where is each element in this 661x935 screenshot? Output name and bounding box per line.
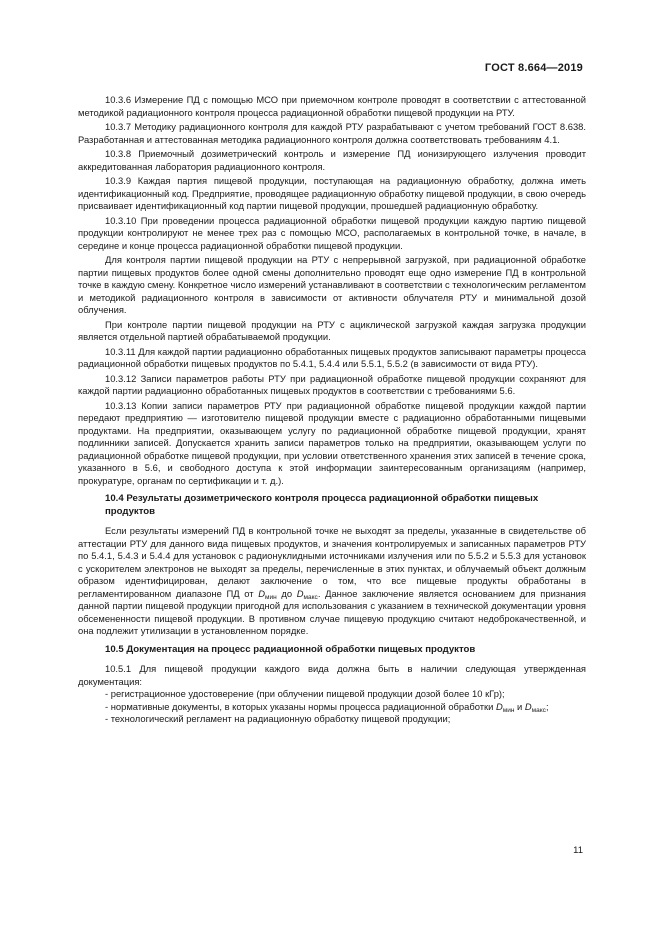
list-item-end: ; [545,700,549,712]
section-heading-10-4: 10.4 Результаты дозиметрического контроля процесса радиационной обработки пищевых продуктов [105,493,539,517]
clause-10-3-12: 10.3.12 Записи параметров работы РТУ при радиационной обработке пищевой продукции сохраняют для каждой партии радиационно обработанных пищевых продуктов в соответствии с требованиями 5.6. [78,372,586,396]
clause-10-3-10: 10.3.10 При проведении процесса радиационной обработки пищевой продукции каждую партию пищевой продукции контролируют не менее трех раз с помощью МСО, располагаемых в контрольной точке, в начале, в середине и конце процесса радиационной обработки пищевой продукции. [78,214,586,251]
dose-symbol: D [524,700,532,712]
standard-header: ГОСТ 8.664—2019 [484,62,583,74]
dose-symbol: D [495,700,503,712]
clause-10-3-11: 10.3.11 Для каждой партии радиационно обработанных пищевых продуктов записывают параметры процесса радиационной обработки пищевых продуктов по 5.4.1, 5.4.4 или 5.5.1, 5.5.2 (в зависимости от вида РТУ). [78,345,586,369]
section-heading-10-5: 10.5 Документация на процесс радиационной обработки пищевых продуктов [105,643,476,655]
clause-10-5-1: 10.5.1 Для пищевой продукции каждого вида должна быть в наличии следующая утвержденная документация: [78,663,586,687]
list-item-text: - нормативные документы, в которых указаны нормы процесса радиационной обработки [105,700,496,712]
results-text-part-2: . Данное заключение является основанием для признания данной партии пищевой продукции пригодной для использования с указанием в технической документации уровня обсемененности пищевой продукции. В противном случае пищевую продукцию считают недоброкачественной, и она подлежит утилизации в установленном порядке. [78,587,586,636]
list-item-connector: и [514,700,525,712]
clause-10-3-9: 10.3.9 Каждая партия пищевой продукции, поступающая на радиационную обработку, должна иметь идентификационный код. Предприятие, проводящее радиационную обработку пищевой продукции, в свою очередь присваивает идентификационный код партии пищевой продукции, прошедшей радиационную обработку. [78,175,586,211]
subscript-min: мин [265,593,277,601]
clause-10-3-7: 10.3.7 Методику радиационного контроля для каждой РТУ разрабатывают с учетом требований ГОСТ 8.638. Разработанная и аттестованная методика радиационного контроля должна соответствовать требованиям 4.1. [78,121,586,145]
document-body [78,94,586,726]
clause-10-3-8: 10.3.8 Приемочный дозиметрический контроль и измерение ПД ионизирующего излучения проводит аккредитованная лаборатория радиационного контроля. [78,148,586,172]
subscript-max: макс [531,706,546,714]
paragraph-acyclic-load: При контроле партии пищевой продукции на РТУ с ациклической загрузкой каждая загрузка продукции является отдельной партией обрабатываемой продукции. [78,318,586,342]
page-number: 11 [573,845,583,856]
clause-10-3-13: 10.3.13 Копии записи параметров РТУ при радиационной обработке пищевой продукции каждой партии передают предприятию — изготовителю пищевой продукции вместе с радиационно обработанными пищевыми продуктами. На предприятии, оказывающем услугу по радиационной обработке пищевой продукции, хранят подлинники записей. Допускается хранить записи параметров только на предприятии, оказывающем услуги по радиационной обработке пищевой продукции, при условии ответственного хранения этих записей в течение срока, указанного в 5.6, и свободного доступа к этой информации заинтересованным организациям (например, прокуратуре, органам по сертификации и т. д.). [78,399,586,486]
dose-symbol: D [258,587,266,599]
list-item: - технологический регламент на радиационную обработку пищевой продукции; [105,713,451,724]
paragraph-10-4-results [78,525,586,638]
results-text-part-1: Если результаты измерений ПД в контрольной точке не выходят за пределы, указанные в свидетельстве об аттестации РТУ для данного вида пищевых продуктов, и значения контролируемых и записанных параметров РТУ по 5.4.1, 5.4.3 и 5.4.4 для установок с радионуклидными источниками излучения или по 5.5.2 и 5.5.3 для установок с ускорителем электронов не выходят за пределы, перечисленные в этих пунктах, и облучаемый объект должным образом идентифицирован, делают заключение о том, что все пищевые продукты обработаны в регламентированном диапазоне ПД от [78,525,586,599]
list-item [78,701,586,714]
dose-symbol: D [296,587,304,599]
subscript-min: мин [502,706,515,714]
list-item: - регистрационное удостоверение (при облучении пищевой продукции дозой более 10 кГр); [105,688,505,699]
documentation-list [78,688,586,726]
subscript-max: макс [303,593,318,601]
results-text-connector: до [276,587,297,599]
paragraph-continuous-load: Для контроля партии пищевой продукции на РТУ с непрерывной загрузкой, при радиационной обработке партии пищевых продуктов более одной смены дополнительно проводят еще одно измерение ПД в контрольной точке в каждую смену. Конкретное число измерений устанавливают в соответствии с технологическим регламентом и методикой радиационного контроля в зависимости от активности облучателя РТУ и минимальной дозой облучения. [78,254,586,315]
clause-10-3-6: 10.3.6 Измерение ПД с помощью МСО при приемочном контроле проводят в соответствии с аттестованной методикой радиационного контроля процесса радиационной обработки пищевой продукции на РТУ. [78,94,586,118]
